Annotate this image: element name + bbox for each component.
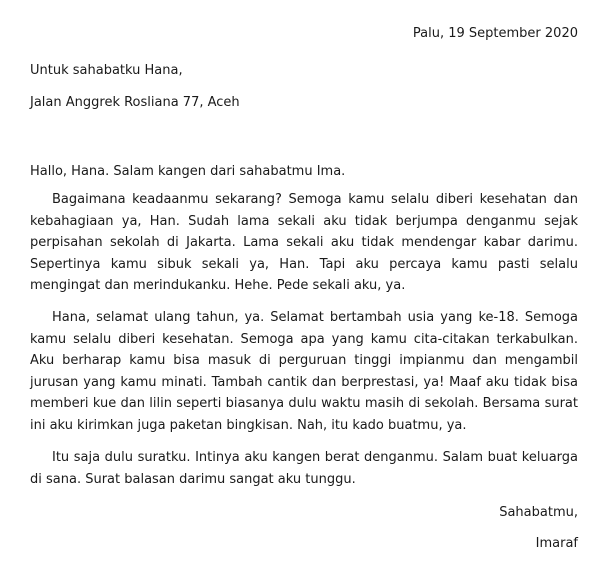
letter-paragraph-3: Itu saja dulu suratku. Intinya aku kangen berat denganmu. Salam buat keluarga di sana. Surat balasan darimu sangat aku tunggu. (30, 450, 578, 487)
letter (30, 0, 578, 571)
letter-date: Palu, 19 September 2020 (412, 26, 578, 41)
letter-signature: Imaraf (535, 536, 578, 551)
letter-address: Jalan Anggrek Rosliana 77, Aceh (30, 95, 240, 110)
letter-paragraph-2: Hana, selamat ulang tahun, ya. Selamat bertambah usia yang ke-18. Semoga kamu selalu diberi kesehatan. Semoga apa yang kamu cita-citakan terkabulkan. Aku berharap kamu bisa masuk di perguruan tinggi impianmu dan mengambil jurusan yang kamu minati. Tambah cantik dan berprestasi, ya! Maaf aku tidak bisa memberi kue dan lilin seperti biasanya dulu waktu masih di sekolah. Bersama surat ini aku kirimkan juga paketan bingkisan. Nah, itu kado buatmu, ya. (30, 310, 578, 433)
letter-recipient: Untuk sahabatku Hana, (30, 63, 183, 78)
letter-paragraph-1: Bagaimana keadaanmu sekarang? Semoga kamu selalu diberi kesehatan dan kebahagiaan ya, Han. Sudah lama sekali aku tidak berjumpa denganmu sejak perpisahan sekolah di Jakarta. Lama sekali aku tidak mendengar kabar darimu. Sepertinya kamu sibuk sekali ya, Han. Tapi aku percaya kamu pasti selalu mengingat dan merindukanku. Hehe. Pede sekali aku, ya. (30, 192, 578, 293)
letter-greeting: Hallo, Hana. Salam kangen dari sahabatmu Ima. (30, 164, 346, 179)
letter-closing: Sahabatmu, (499, 505, 578, 520)
